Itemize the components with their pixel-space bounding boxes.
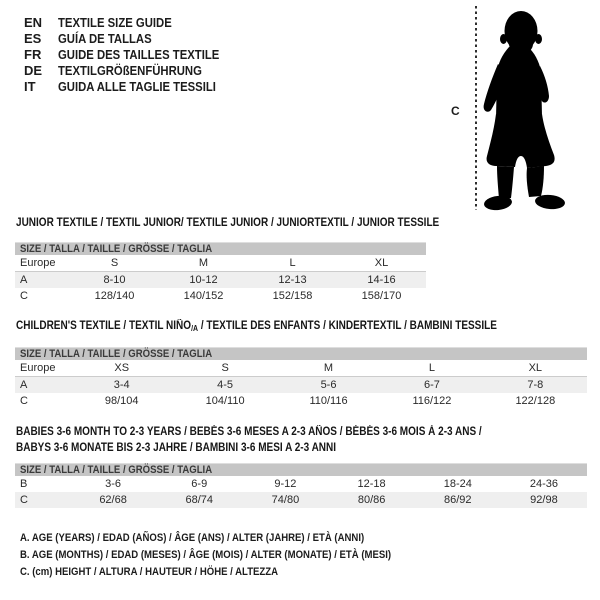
- age-cell: 18-24: [443, 478, 472, 490]
- title-post: / TEXTILE DES ENFANTS / KINDERTEXTIL / BAMBINI TESSILE: [198, 320, 497, 332]
- age-cell: 8-10: [103, 274, 126, 286]
- junior-size-table: [15, 242, 426, 304]
- title-pre: CHILDREN'S TEXTILE / TEXTIL NIÑO: [16, 320, 192, 332]
- table-row-age: [15, 377, 587, 393]
- height-cell: 140/152: [183, 290, 224, 302]
- row-label: Europe: [20, 362, 56, 374]
- age-cell: 12-13: [278, 274, 307, 286]
- height-cell: 80/86: [357, 494, 386, 506]
- lang-code: EN: [24, 14, 43, 30]
- title-text: [16, 320, 497, 335]
- size-cell: XL: [528, 362, 543, 374]
- height-cell: 152/158: [272, 290, 313, 302]
- size-cell: S: [110, 257, 119, 269]
- age-cell: 3-6: [105, 478, 122, 490]
- lang-label: GUIDA ALLE TAGLIE TESSILI: [58, 78, 216, 94]
- lang-label: GUÍA DE TALLAS: [58, 30, 152, 46]
- size-cell: L: [428, 362, 435, 374]
- lang-code: DE: [24, 62, 43, 78]
- legend-text: C. (cm) HEIGHT / ALTURA / HAUTEUR / HÖHE / ALTEZZA: [20, 566, 279, 578]
- babies-table-title: [16, 426, 551, 458]
- age-cell: 10-12: [189, 274, 218, 286]
- age-cell: 7-8: [527, 379, 544, 391]
- table-row-age-months: [15, 476, 587, 492]
- age-cell: 24-36: [529, 478, 559, 490]
- children-table-title: [16, 320, 569, 335]
- height-cell: 104/110: [205, 395, 245, 407]
- table-row-height: [15, 288, 426, 304]
- size-header-text: SIZE / TALLA / TAILLE / GRÖSSE / TAGLIA: [20, 464, 213, 476]
- row-label: A: [20, 274, 28, 286]
- size-cell: L: [289, 257, 296, 269]
- table-row-height: [15, 492, 587, 508]
- lang-line-en: [24, 14, 243, 30]
- legend-line-a: [20, 532, 447, 549]
- size-header-bar: [15, 347, 587, 360]
- babies-size-table: [15, 463, 587, 508]
- height-cell: 68/74: [185, 494, 214, 506]
- row-label: C: [20, 395, 28, 407]
- lang-label: GUIDE DES TAILLES TEXTILE: [58, 46, 220, 62]
- language-list: [24, 14, 243, 94]
- height-cell: 128/140: [94, 290, 135, 302]
- height-c-label: C: [451, 104, 460, 118]
- height-cell: 122/128: [515, 395, 556, 407]
- age-cell: 12-18: [357, 478, 386, 490]
- row-label: B: [20, 478, 28, 490]
- title-sub: /A: [191, 324, 199, 333]
- height-cell: 86/92: [444, 494, 472, 506]
- age-cell: 5-6: [320, 379, 337, 391]
- height-cell: 92/98: [530, 494, 558, 506]
- height-cell: 62/68: [99, 494, 127, 506]
- table-row-age: [15, 272, 426, 288]
- lang-line-de: [24, 62, 243, 78]
- legend-text: B. AGE (MONTHS) / EDAD (MESES) / ÂGE (MOIS) / ALTER (MONATE) / ETÀ (MESI): [20, 549, 392, 561]
- junior-table-title: [16, 217, 502, 230]
- row-label: A: [20, 379, 28, 391]
- height-dotted-line: [475, 6, 477, 210]
- size-cell: XS: [114, 362, 130, 374]
- legend-line-b: [20, 549, 447, 566]
- size-cell: M: [198, 257, 209, 269]
- height-cell: 74/80: [271, 494, 300, 506]
- size-header-bar: [15, 463, 587, 476]
- table-row-height: [15, 393, 587, 409]
- lang-label: TEXTILGRÖßENFÜHRUNG: [58, 62, 202, 78]
- lang-code: IT: [24, 78, 36, 94]
- age-cell: 14-16: [367, 274, 396, 286]
- size-cell: M: [323, 362, 334, 374]
- lang-line-it: [24, 78, 243, 94]
- age-cell: 6-7: [423, 379, 440, 391]
- legend: [20, 532, 447, 583]
- age-cell: 9-12: [274, 478, 297, 490]
- size-cell: S: [221, 362, 229, 374]
- legend-line-c: [20, 566, 447, 583]
- lang-line-fr: [24, 46, 243, 62]
- age-cell: 3-4: [113, 379, 130, 391]
- title-line2: BABYS 3-6 MONATE BIS 2-3 JAHRE / BAMBINI 3-6 MESI A 2-3 ANNI: [16, 442, 337, 454]
- height-figure: [449, 4, 589, 216]
- size-header-text: SIZE / TALLA / TAILLE / GRÖSSE / TAGLIA: [20, 348, 213, 360]
- table-row-europe: [15, 360, 587, 377]
- title-text: JUNIOR TEXTILE / TEXTIL JUNIOR/ TEXTILE JUNIOR / JUNIORTEXTIL / JUNIOR TESSILE: [16, 217, 440, 229]
- height-cell: 98/104: [104, 395, 139, 407]
- height-cell: 110/116: [309, 395, 348, 407]
- age-cell: 6-9: [191, 478, 208, 490]
- height-cell: 158/170: [361, 290, 402, 302]
- height-cell: 116/122: [412, 395, 452, 407]
- row-label: C: [20, 494, 28, 506]
- size-header-bar: [15, 242, 426, 255]
- lang-code: ES: [24, 30, 42, 46]
- age-cell: 4-5: [217, 379, 234, 391]
- table-row-europe: [15, 255, 426, 272]
- row-label: C: [20, 290, 28, 302]
- legend-text: A. AGE (YEARS) / EDAD (AÑOS) / ÂGE (ANS) / ALTER (JAHRE) / ETÀ (ANNI): [20, 532, 365, 544]
- lang-label: TEXTILE SIZE GUIDE: [58, 14, 172, 30]
- size-header-text: SIZE / TALLA / TAILLE / GRÖSSE / TAGLIA: [20, 243, 213, 255]
- lang-code: FR: [24, 46, 42, 62]
- lang-line-es: [24, 30, 243, 46]
- baby-silhouette-icon: [482, 6, 572, 212]
- size-cell: XL: [374, 257, 389, 269]
- children-size-table: [15, 347, 587, 409]
- row-label: Europe: [20, 257, 56, 269]
- title-line1: BABIES 3-6 MONTH TO 2-3 YEARS / BEBÉS 3-6 MESES A 2-3 AÑOS / BÉBÉS 3-6 MOIS À 2-3 ANS /: [16, 426, 482, 438]
